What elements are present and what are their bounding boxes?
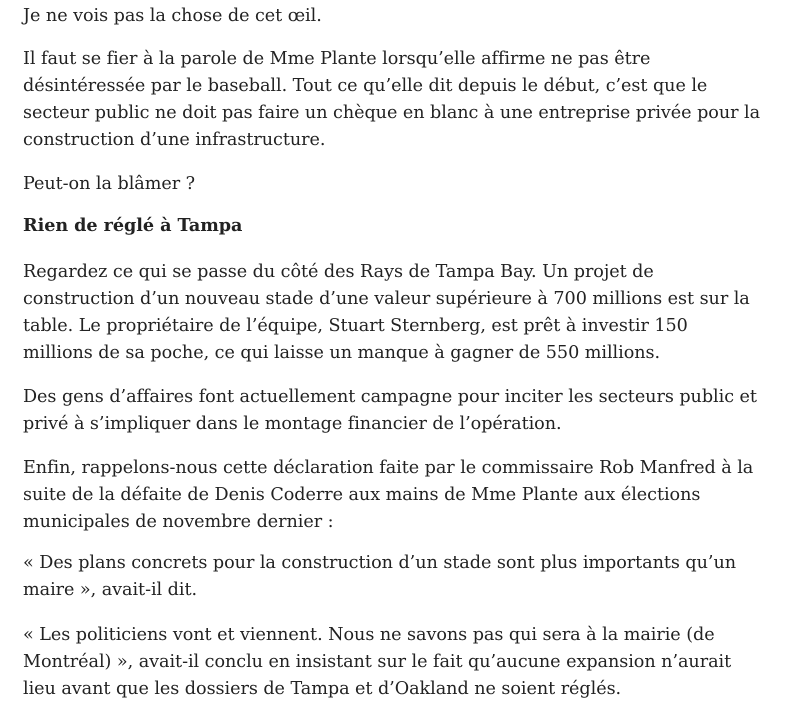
paragraph: Il faut se fier à la parole de Mme Plante lorsqu’elle affirme ne pas être désintéressée par le baseball. Tout ce qu’elle dit depuis le début, c’est que le secteur public ne doit pas faire un chèque en blanc à une entreprise privée pour la construction d’une infrastructure. [23,49,761,150]
paragraph: Enfin, rappelons-nous cette déclaration faite par le commissaire Rob Manfred à la suite de la défaite de Denis Coderre aux mains de Mme Plante aux élections municipales de novembre dernier : [23,458,754,532]
paragraph: Peut-on la blâmer ? [23,174,195,194]
paragraph: Je ne vois pas la chose de cet œil. [23,6,322,26]
quote-paragraph: « Des plans concrets pour la construction d’un stade sont plus importants qu’un maire », avait-il dit. [23,553,737,600]
quote-paragraph: « Les politiciens vont et viennent. Nous ne savons pas qui sera à la mairie (de Montréal) », avait-il conclu en insistant sur le fait qu’aucune expansion n’aurait lieu avant que les dossiers de Tampa et d’Oakland ne soient réglés. [23,625,732,699]
section-subheading: Rien de réglé à Tampa [23,215,243,236]
paragraph: Des gens d’affaires font actuellement campagne pour inciter les secteurs public et privé à s’impliquer dans le montage financier de l’opération. [23,387,757,434]
paragraph: Regardez ce qui se passe du côté des Rays de Tampa Bay. Un projet de construction d’un nouveau stade d’une valeur supérieure à 700 millions est sur la table. Le propriétaire de l’équipe, Stuart Sternberg, est prêt à investir 150 millions de sa poche, ce qui laisse un manque à gagner de 550 millions. [23,262,750,363]
